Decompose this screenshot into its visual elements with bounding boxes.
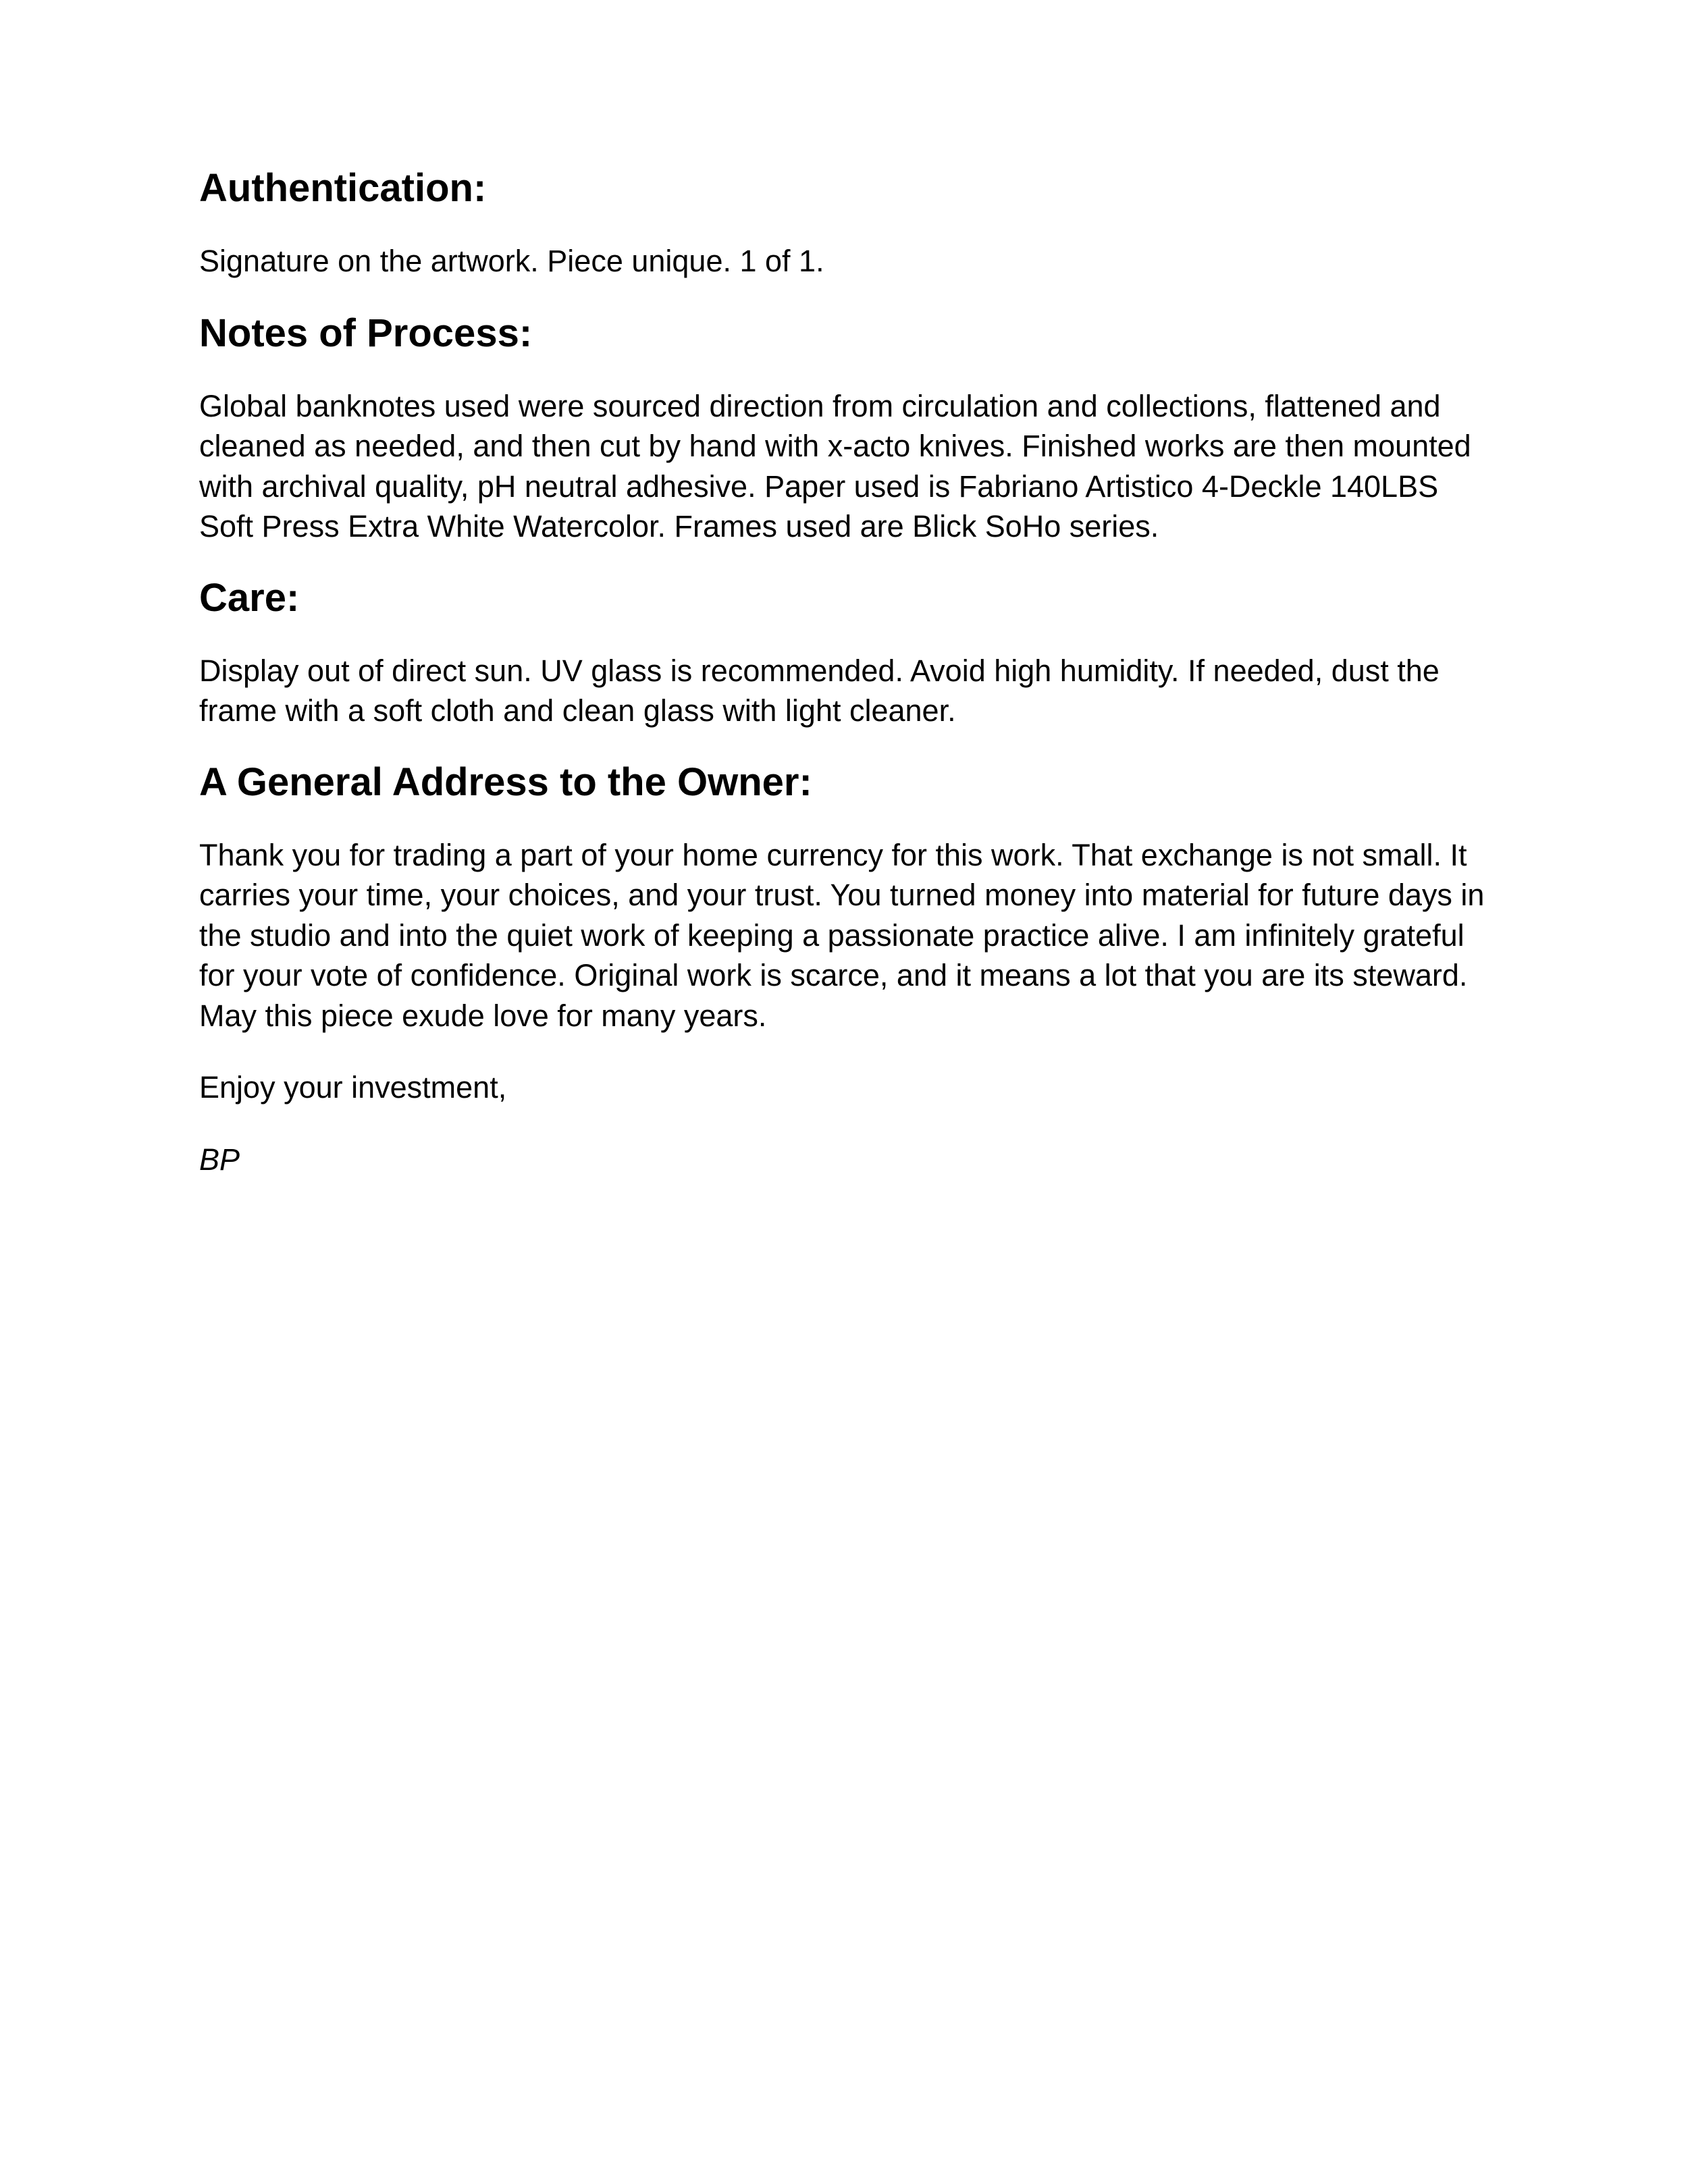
closing-line: Enjoy your investment, (199, 1070, 507, 1104)
authentication-heading: Authentication: (199, 166, 487, 210)
care-heading: Care: (199, 575, 300, 620)
owner-address-line: Thank you for trading a part of your home currency for this work. That exchange is not small. It (199, 837, 1467, 872)
authentication-line: Signature on the artwork. Piece unique. 1 of 1. (199, 244, 824, 278)
process-line: with archival quality, pH neutral adhesive. Paper used is Fabriano Artistico 4-Deckle 140LBS (199, 469, 1439, 504)
process-line: Global banknotes used were sourced direction from circulation and collections, flattened and (199, 388, 1441, 423)
owner-address-line: the studio and into the quiet work of keeping a passionate practice alive. I am infinitely grateful (199, 917, 1465, 953)
document-page (199, 165, 1529, 1179)
owner-address-line: carries your time, your choices, and your trust. You turned money into material for future days in (199, 878, 1485, 912)
process-line: Soft Press Extra White Watercolor. Frames used are Blick SoHo series. (199, 509, 1159, 543)
care-paragraph (199, 651, 1529, 731)
care-line: frame with a soft cloth and clean glass with light cleaner. (199, 693, 956, 728)
owner-address-line: for your vote of confidence. Original work is scarce, and it means a lot that you are its steward. (199, 958, 1468, 992)
owner-address-paragraph (199, 835, 1529, 1036)
process-line: cleaned as needed, and then cut by hand with x-acto knives. Finished works are then mounted (199, 429, 1471, 463)
process-paragraph (199, 386, 1529, 547)
process-heading: Notes of Process: (199, 311, 533, 355)
care-line: Display out of direct sun. UV glass is recommended. Avoid high humidity. If needed, dust the (199, 653, 1440, 688)
authentication-paragraph (199, 241, 1529, 282)
owner-address-heading: A General Address to the Owner: (199, 760, 812, 804)
signature-initials: BP (199, 1142, 240, 1177)
owner-address-line: May this piece exude love for many years. (199, 998, 767, 1033)
